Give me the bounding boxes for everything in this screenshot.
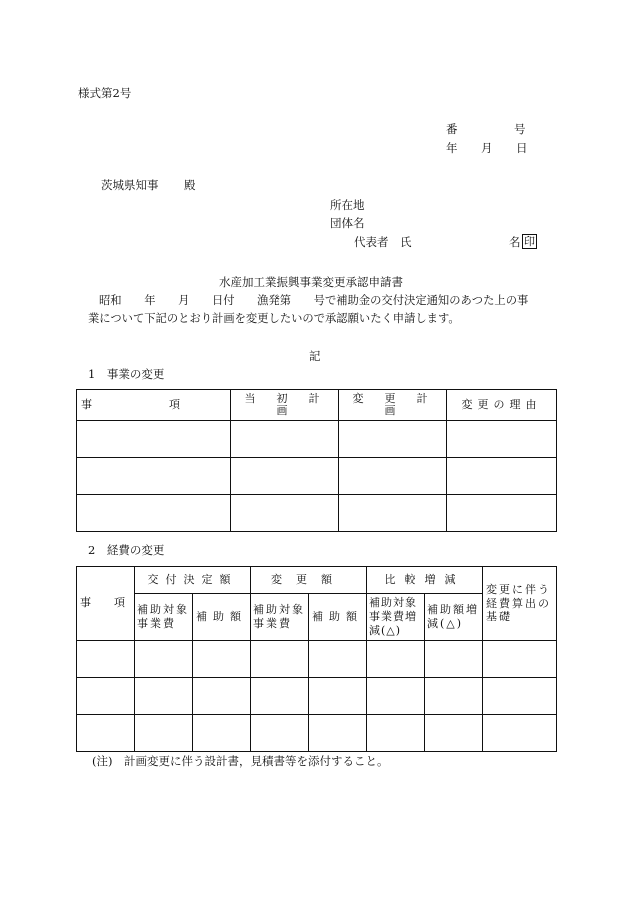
header-change-reason: 変更の理由: [447, 390, 557, 421]
date-month: 月: [481, 141, 493, 155]
date-day: 日: [516, 141, 528, 155]
body-line-2: 業について下記のとおり計画を変更したいので承認願いたく申請します。: [88, 312, 460, 325]
cell[interactable]: [367, 641, 425, 678]
section2-heading: 2 経費の変更: [88, 543, 165, 557]
header-item: 事 項: [77, 567, 135, 641]
header-item: 事 項: [77, 390, 231, 421]
number-ban: 番: [446, 122, 458, 136]
sub-header: 補助対象事業費増減(△): [367, 594, 425, 641]
table-row: [77, 641, 557, 678]
table-row: [77, 678, 557, 715]
cell[interactable]: [483, 715, 557, 752]
cell[interactable]: [447, 495, 557, 532]
cell[interactable]: [447, 458, 557, 495]
cell[interactable]: [309, 641, 367, 678]
sub-header: 補助対象事業費: [135, 594, 193, 641]
expense-change-table: [76, 566, 557, 752]
cell[interactable]: [251, 641, 309, 678]
table-row: [77, 458, 557, 495]
header-basis: 変更に伴う経費算出の基礎: [483, 567, 557, 641]
section1-heading: 1 事業の変更: [88, 367, 165, 381]
cell[interactable]: [483, 641, 557, 678]
cell[interactable]: [77, 641, 135, 678]
cell[interactable]: [339, 495, 447, 532]
document-title: 水産加工業振興事業変更承認申請書: [219, 275, 403, 289]
header-grant-decision: 交付決定額: [135, 567, 251, 594]
cell[interactable]: [77, 458, 231, 495]
rep-label: 代表者 氏: [354, 235, 412, 249]
body-line-1: 昭和 年 月 日付 漁発第 号で補助金の交付決定通知のあつた上の事: [99, 294, 529, 307]
header-changed-plan: 変 更 計 画: [339, 390, 447, 421]
sub-header: 補助額: [309, 594, 367, 641]
cell[interactable]: [309, 715, 367, 752]
cell[interactable]: [251, 715, 309, 752]
cell[interactable]: [425, 678, 483, 715]
address-label: 所在地: [330, 198, 365, 212]
number-go: 号: [514, 122, 526, 136]
cell[interactable]: [135, 678, 193, 715]
name-suffix: 名: [509, 235, 521, 249]
cell[interactable]: [193, 678, 251, 715]
cell[interactable]: [425, 715, 483, 752]
table-row: [77, 495, 557, 532]
header-original-plan: 当 初 計 画: [231, 390, 339, 421]
addressee-name: 茨城県知事: [101, 178, 159, 192]
cell[interactable]: [367, 715, 425, 752]
table-row: [77, 715, 557, 752]
cell[interactable]: [367, 678, 425, 715]
cell[interactable]: [77, 421, 231, 458]
cell[interactable]: [447, 421, 557, 458]
cell[interactable]: [483, 678, 557, 715]
cell[interactable]: [339, 458, 447, 495]
sub-header: 補助額: [193, 594, 251, 641]
seal-mark: 印: [524, 235, 535, 248]
cell[interactable]: [231, 495, 339, 532]
group-label: 団体名: [330, 216, 365, 230]
cell[interactable]: [231, 421, 339, 458]
header-changed-amount: 変更額: [251, 567, 367, 594]
cell[interactable]: [77, 678, 135, 715]
header-comparison: 比較増減: [367, 567, 483, 594]
footnote: (注) 計画変更に伴う設計書，見積書等を添付すること。: [92, 754, 389, 768]
cell[interactable]: [135, 641, 193, 678]
cell[interactable]: [425, 641, 483, 678]
cell[interactable]: [339, 421, 447, 458]
sub-header: 補助対象事業費: [251, 594, 309, 641]
cell[interactable]: [251, 678, 309, 715]
addressee-honorific: 殿: [184, 178, 196, 192]
cell[interactable]: [309, 678, 367, 715]
cell[interactable]: [193, 715, 251, 752]
cell[interactable]: [77, 715, 135, 752]
cell[interactable]: [231, 458, 339, 495]
date-year: 年: [446, 141, 458, 155]
cell[interactable]: [77, 495, 231, 532]
form-number: 様式第2号: [78, 86, 132, 100]
cell[interactable]: [193, 641, 251, 678]
ki-heading: 記: [309, 349, 321, 363]
project-change-table: [76, 389, 557, 532]
cell[interactable]: [135, 715, 193, 752]
table-row: [77, 421, 557, 458]
sub-header: 補助額増減(△): [425, 594, 483, 641]
